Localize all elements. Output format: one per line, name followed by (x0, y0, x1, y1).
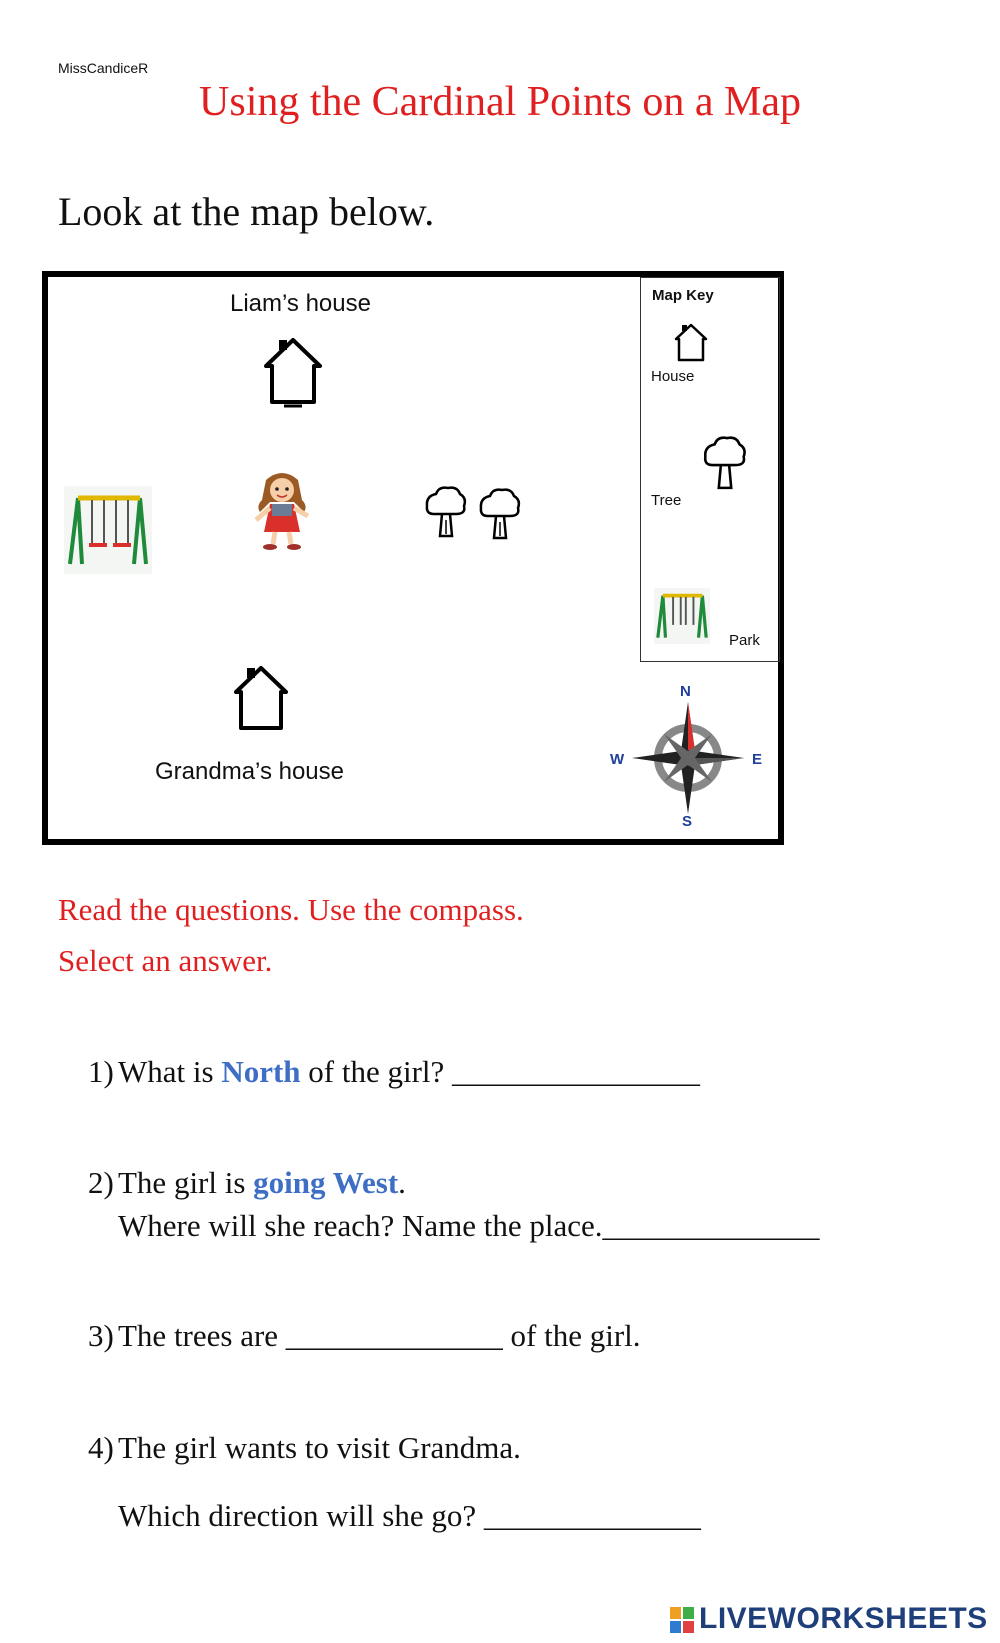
highlight-going-west: going West (253, 1165, 399, 1200)
key-tree-icon (702, 434, 748, 492)
liams-house-label: Liam’s house (230, 290, 371, 317)
question-4: 4) The girl wants to visit Grandma. (88, 1430, 521, 1465)
key-tree-label: Tree (651, 492, 682, 509)
tree-icon (424, 484, 468, 540)
key-house-label: House (651, 368, 695, 385)
grandmas-house-icon (232, 664, 290, 734)
question-2: 2) The girl is going West. (88, 1165, 406, 1200)
question-3[interactable]: 3) The trees are ______________ of the girl. (88, 1318, 641, 1353)
compass-south-label: S (682, 813, 693, 830)
author-name: MissCandiceR (58, 60, 149, 76)
brand-name: LIVEWORKSHEETS (699, 1602, 988, 1635)
tree-icon (478, 486, 522, 542)
girl-icon (246, 466, 318, 552)
question-4-line-2[interactable]: Which direction will she go? ______________ (118, 1498, 701, 1533)
question-1: 1) What is North of the girl? ________________ (88, 1054, 701, 1089)
key-house-icon (673, 322, 709, 364)
answer-blank-1[interactable]: of the girl? ________________ (300, 1054, 701, 1089)
map-key-title: Map Key (652, 287, 714, 304)
intro-text: Look at the map below. (58, 189, 435, 234)
compass-west-label: W (610, 751, 625, 768)
compass-north-label: N (680, 683, 691, 700)
compass-east-label: E (752, 751, 763, 768)
compass-rose-icon (610, 682, 765, 830)
instruction-line-1: Read the questions. Use the compass. (58, 892, 524, 927)
question-2-line-2[interactable]: Where will she reach? Name the place.______________ (118, 1208, 820, 1243)
highlight-north: North (221, 1054, 301, 1089)
liveworksheets-logo-icon (670, 1607, 694, 1633)
key-park-icon (654, 588, 710, 644)
key-park-label: Park (729, 632, 760, 649)
instruction-line-2: Select an answer. (58, 943, 273, 978)
liams-house-icon (262, 336, 324, 410)
grandmas-house-label: Grandma’s house (155, 758, 344, 785)
park-swing-icon (64, 486, 152, 574)
page-title: Using the Cardinal Points on a Map (199, 79, 801, 125)
